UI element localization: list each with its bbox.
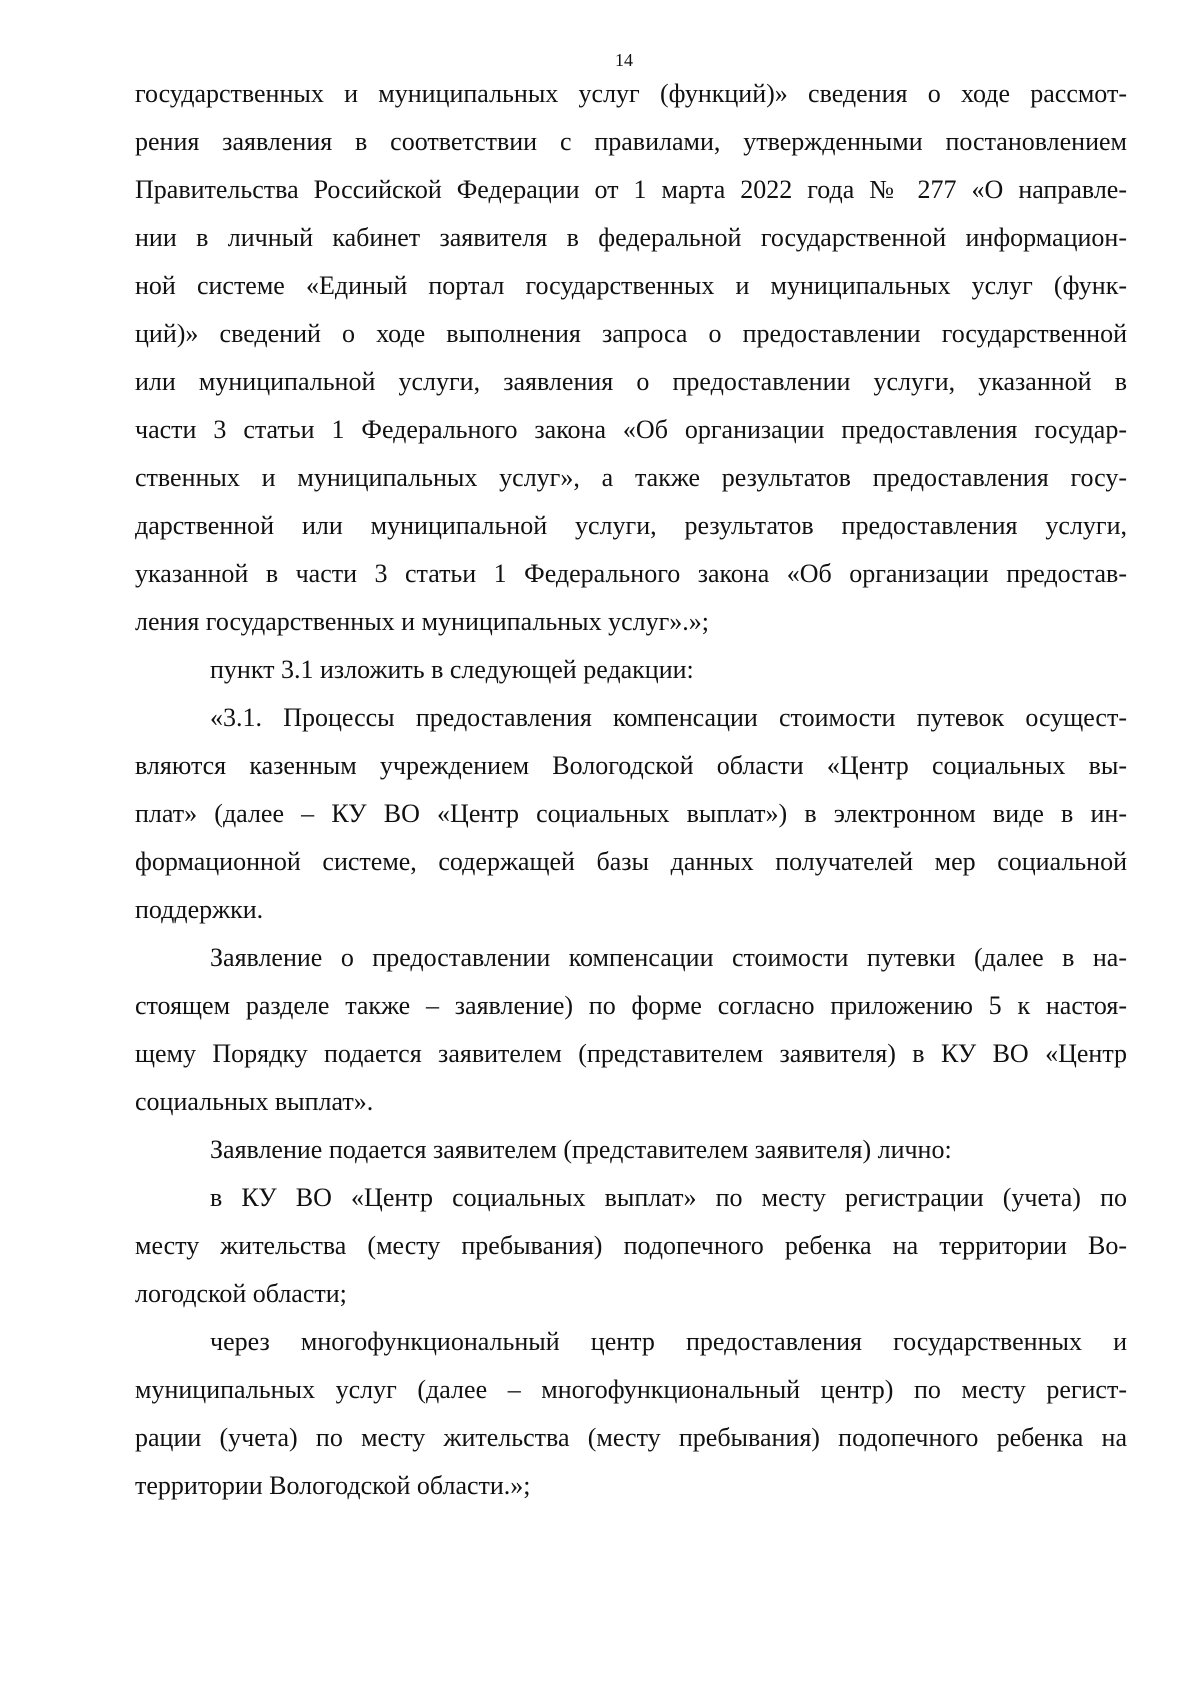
text-line: дарственной или муниципальной услуги, результатов предоставления услуги, [135,511,1127,540]
text-line: Заявление о предоставлении компенсации стоимости путевки (далее в на- [210,943,1127,972]
text-line: рения заявления в соответствии с правилами, утвержденными постановлением [135,127,1127,156]
text-line: щему Порядку подается заявителем (представителем заявителя) в КУ ВО «Центр [135,1039,1127,1068]
text-line: через многофункциональный центр предоставления государственных и [210,1327,1127,1356]
text-line: указанной в части 3 статьи 1 Федерального закона «Об организации предостав- [135,559,1127,588]
text-line: ной системе «Единый портал государственных и муниципальных услуг (функ- [135,271,1127,300]
text-line: социальных выплат». [135,1087,374,1116]
text-line: формационной системе, содержащей базы данных получателей мер социальной [135,847,1127,876]
text-line: территории Вологодской области.»; [135,1471,531,1500]
text-line: в КУ ВО «Центр социальных выплат» по месту регистрации (учета) по [210,1183,1127,1212]
text-line: Заявление подается заявителем (представителем заявителя) лично: [210,1135,952,1164]
text-line: части 3 статьи 1 Федерального закона «Об организации предоставления государ- [135,415,1127,444]
text-line: поддержки. [135,895,264,924]
text-line: государственных и муниципальных услуг (функций)» сведения о ходе рассмот- [135,79,1127,108]
page-number: 14 [615,50,633,70]
text-line: ственных и муниципальных услуг», а также результатов предоставления госу- [135,463,1127,492]
text-line: «3.1. Процессы предоставления компенсации стоимости путевок осущест- [210,703,1127,732]
text-line: логодской области; [135,1279,347,1308]
text-line: ления государственных и муниципальных услуг».»; [135,607,709,636]
text-line: плат» (далее – КУ ВО «Центр социальных выплат») в электронном виде в ин- [135,799,1127,828]
text-line: рации (учета) по месту жительства (месту пребывания) подопечного ребенка на [135,1423,1127,1452]
text-line: месту жительства (месту пребывания) подопечного ребенка на территории Во- [135,1231,1127,1260]
text-line: Правительства Российской Федерации от 1 марта 2022 года № 277 «О направле- [135,175,1127,204]
text-line: или муниципальной услуги, заявления о предоставлении услуги, указанной в [135,367,1127,396]
text-line: пункт 3.1 изложить в следующей редакции: [210,655,694,684]
text-line: стоящем разделе также – заявление) по форме согласно приложению 5 к настоя- [135,991,1127,1020]
document-body [135,70,1127,1510]
text-line: нии в личный кабинет заявителя в федеральной государственной информацион- [135,223,1127,252]
text-line: муниципальных услуг (далее – многофункциональный центр) по месту регист- [135,1375,1127,1404]
text-line: ций)» сведений о ходе выполнения запроса о предоставлении государственной [135,319,1127,348]
text-line: вляются казенным учреждением Вологодской области «Центр социальных вы- [135,751,1127,780]
